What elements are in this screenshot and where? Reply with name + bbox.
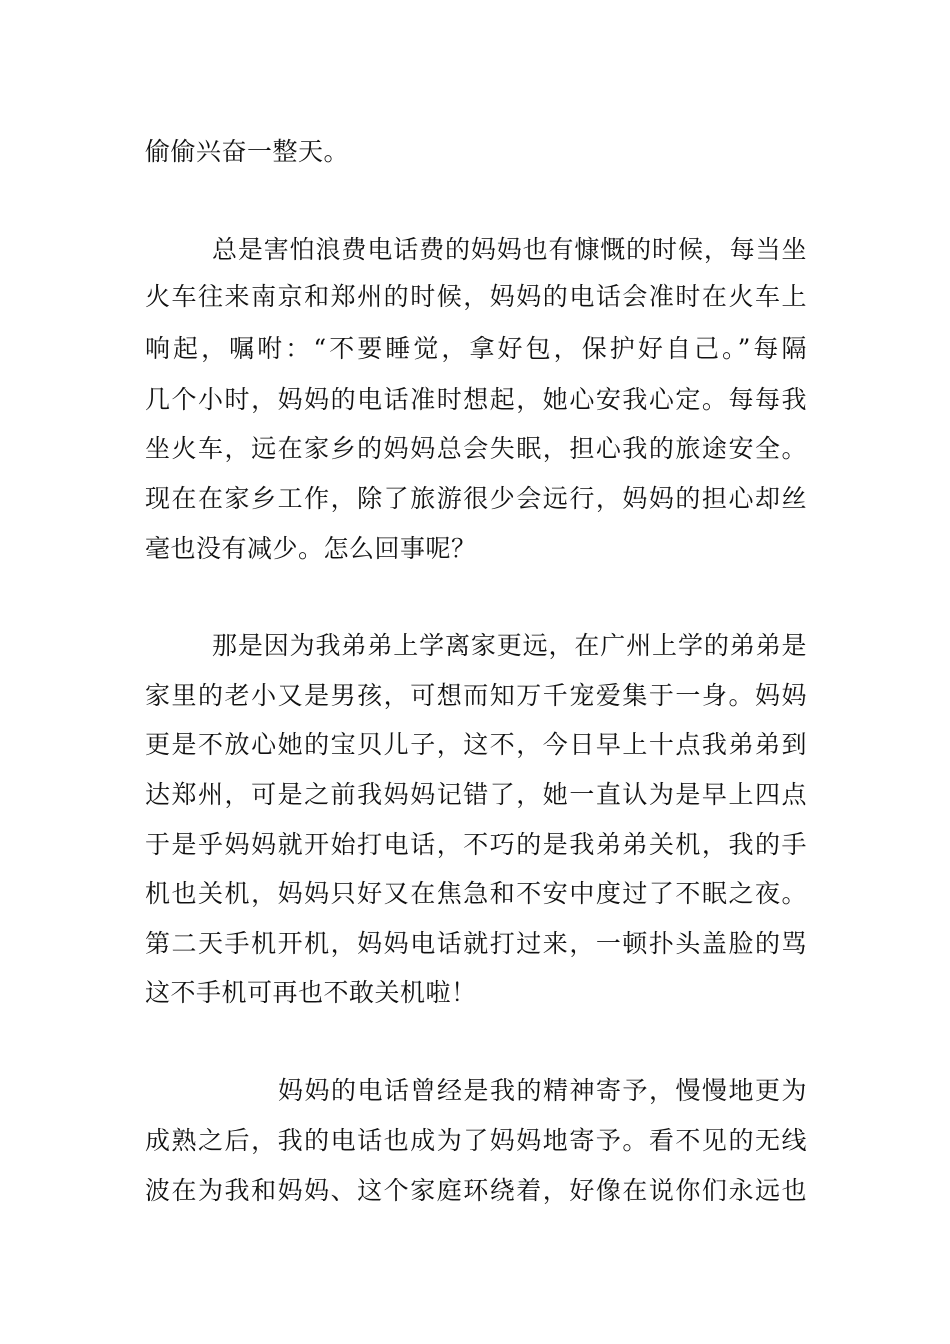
paragraph-1-line-2: 响起，嘱咐：“不要睡觉，拿好包，保护好自己。”每隔 (145, 334, 807, 363)
paragraph-2-line-7: 这不手机可再也不敢关机啦！ (145, 978, 477, 1007)
paragraph-2-line-2: 更是不放心她的宝贝儿子，这不，今日早上十点我弟弟到 (145, 730, 807, 759)
paragraph-2-line-5: 机也关机，妈妈只好又在焦急和不安中度过了不眠之夜。 (145, 879, 807, 908)
paragraph-1-line-3: 几个小时，妈妈的电话准时想起，她心安我心定。每每我 (145, 385, 807, 414)
paragraph-1-line-6: 毫也没有减少。怎么回事呢？ (145, 534, 477, 563)
paragraph-1-line-1: 火车往来南京和郑州的时候，妈妈的电话会准时在火车上 (145, 282, 807, 311)
paragraph-2-line-6: 第二天手机开机，妈妈电话就打过来，一顿扑头盖脸的骂 (145, 929, 807, 958)
paragraph-3-line-2: 波在为我和妈妈、这个家庭环绕着，好像在说你们永远也 (145, 1176, 807, 1205)
paragraph-2-line-0: 那是因为我弟弟上学离家更远，在广州上学的弟弟是 (212, 631, 807, 660)
paragraph-1-line-0: 总是害怕浪费电话费的妈妈也有慷慨的时候，每当坐 (212, 235, 807, 264)
paragraph-1-line-5: 现在在家乡工作，除了旅游很少会远行，妈妈的担心却丝 (145, 484, 807, 513)
paragraph-3-line-0: 妈妈的电话曾经是我的精神寄予，慢慢地更为 (278, 1076, 807, 1105)
paragraph-2-line-4: 于是乎妈妈就开始打电话，不巧的是我弟弟关机，我的手 (145, 830, 807, 859)
paragraph-3-line-1: 成熟之后，我的电话也成为了妈妈地寄予。看不见的无线 (145, 1126, 807, 1155)
paragraph-1-line-4: 坐火车，远在家乡的妈妈总会失眠，担心我的旅途安全。 (145, 434, 807, 463)
paragraph-0-line-0: 偷偷兴奋一整天。 (145, 137, 350, 166)
paragraph-2-line-1: 家里的老小又是男孩，可想而知万千宠爱集于一身。妈妈 (145, 681, 807, 710)
paragraph-2-line-3: 达郑州，可是之前我妈妈记错了，她一直认为是早上四点 (145, 780, 807, 809)
